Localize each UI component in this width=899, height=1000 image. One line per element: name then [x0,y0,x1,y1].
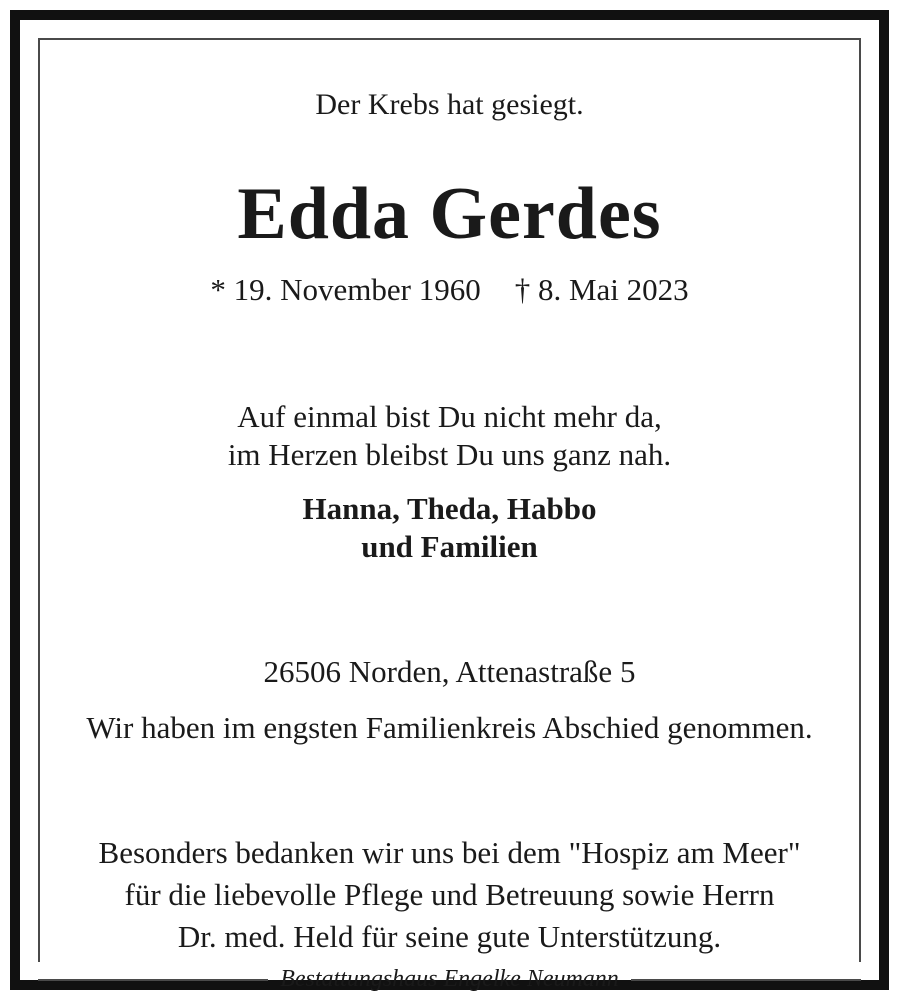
mourners [20,490,879,566]
verse-line: im Herzen bleibst Du uns ganz nah. [227,437,672,472]
mourners-line: und Familien [361,529,538,564]
intro-text: Der Krebs hat gesiegt. [315,88,584,121]
farewell-note: Wir haben im engsten Familienkreis Abschied genommen. [86,710,813,745]
footer-rule-right [631,979,861,981]
verse-line: Auf einmal bist Du nicht mehr da, [237,399,662,434]
thanks-line: für die liebevolle Pflege und Betreuung sowie Herrn [124,877,775,912]
funeral-home-name: Bestattungshaus Engelke Neumann [280,966,619,992]
death-date: † 8. Mai 2023 [514,272,689,307]
thanks-line: Dr. med. Held für seine gute Unterstützung. [177,919,722,954]
memorial-verse [20,398,879,474]
life-dates [20,272,879,308]
obituary-content [10,10,889,990]
footer-rule-left [38,979,268,981]
mourners-line: Hanna, Theda, Habbo [302,491,597,526]
footer [38,966,861,993]
address: 26506 Norden, Attenastraße 5 [263,654,636,689]
thanks-line: Besonders bedanken wir uns bei dem "Hospiz am Meer" [98,835,801,870]
thanks-note [20,832,879,958]
deceased-name: Edda Gerdes [237,173,662,255]
birth-date: * 19. November 1960 [210,272,481,307]
